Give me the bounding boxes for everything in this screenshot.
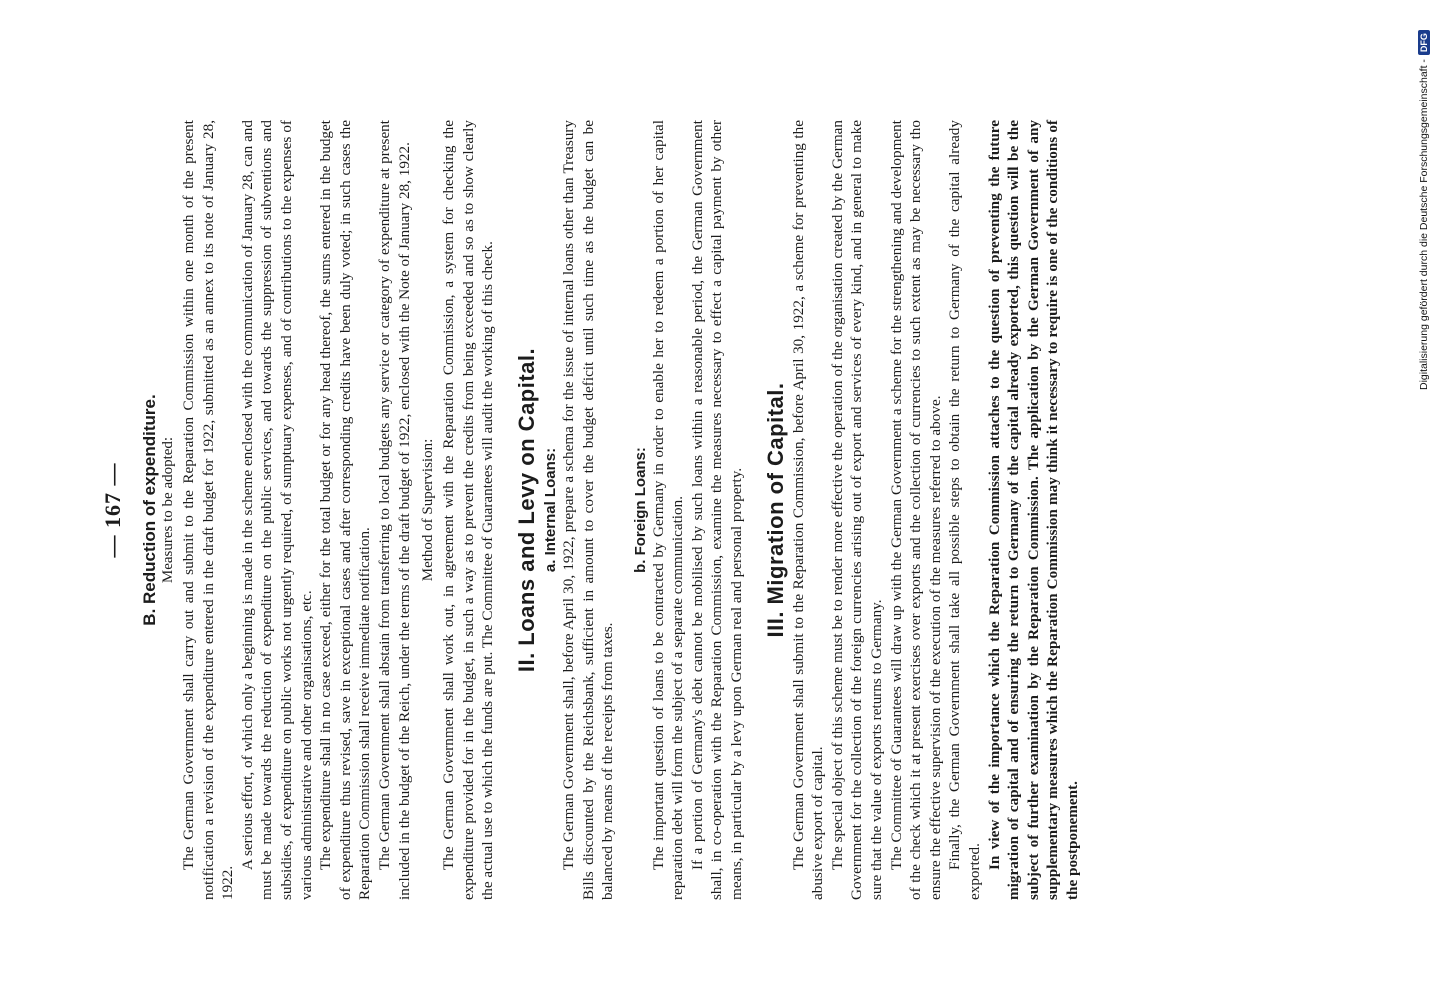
paragraph: The Committee of Guarantees will draw up with the German Government a scheme for the strengthening and development of the check which it at present exercises over exports and the collection of currencies to such extent as may be necessary tho ensure the effective supervision of the execution of the measures referred to above. <box>887 120 944 900</box>
digitization-watermark <box>1418 30 1430 390</box>
section-migration-of-capital <box>763 120 1083 900</box>
section-loans-and-levy <box>514 120 747 900</box>
paragraph: The German Government shall abstain from transferring to local budgets any service or category of expenditure at present included in the budget of the Reich, under the terms of the draft budget of 1922, enclosed with the Note of January 28, 1922. <box>375 120 413 900</box>
paragraph: The special object of this scheme must be to render more effective the operation of the organisation created by the German Government for the collection of the foreign currencies arising out of export and services of every kind, and in general to make sure that the value of exports returns to Germany. <box>828 120 886 900</box>
page-number: — 167 — <box>100 462 125 558</box>
dfg-logo-icon: DFG <box>1418 30 1430 55</box>
paragraph: Finally, the German Government shall take all possible steps to obtain the return to Germany of the capital already exported. <box>946 120 983 900</box>
supervision-title: Method of Supervision: <box>420 438 437 582</box>
paragraph: In view of the importance which the Reparation Commission attaches to the question of preventing the future migration of capital and of ensuring the return to Germany of the capital already exported, this question will be the subject of further examination by the Reparation Commission. The application by the German Government of any supplementary measures which the Reparation Commission may think it necessary to require is one of the conditions of the postponement. <box>985 120 1081 900</box>
paragraph: The expenditure shall in no case exceed, either for the total budget or for any head thereof, the sums entered in the budget of expenditure thus revised, save in exceptional cases and after corresponding credits have been duly voted; in such cases the Reparation Commission shall receive immediate notification. <box>317 120 374 900</box>
section-b-subtitle: Measures to be adopted: <box>160 436 176 584</box>
paragraph: A serious effort, of which only a beginning is made in the scheme enclosed with the communication of January 28, can and must be made towards the reduction of expenditure on the public services, and towards the suppression of subventions and subsidies, of expenditure on public works not urgently required, of sumptuary expenses, and of contributions to the expenses of various administrative and other organisations, etc. <box>238 120 315 900</box>
paragraph: The German Government shall submit to the Reparation Commission, before April 30, 1922, a scheme for preventing the abusive export of capital. <box>789 120 827 900</box>
section-ii-title: II. Loans and Levy on Capital. <box>513 347 539 673</box>
paragraph: The important question of loans to be contracted by Germany in order to enable her to redeem a portion of her capital reparation debt will form the subject of a separate communication. <box>649 120 687 900</box>
paragraph: The German Government shall work out, in agreement with the Reparation Commission, a system for checking the expenditure provided for in the budget, in such a way as to prevent the credits from being exceeded and so as to show clearly the actual use to which the funds are put. The Committee of Guarantees will audit the working of this check. <box>440 120 497 900</box>
paragraph: If a portion of Germany's debt cannot be mobilised by such loans within a reasonable period, the German Government shall, in co-operation with the Reparation Commission, examine the measures necessary to effect a capital payment by other means, in particular by a levy upon German real and personal property. <box>688 120 746 900</box>
internal-loans-title: a. Internal Loans: <box>541 447 559 573</box>
section-iii-title: III. Migration of Capital. <box>762 382 788 638</box>
section-reduction-of-expenditure <box>140 120 498 900</box>
foreign-loans-title: b. Foreign Loans: <box>631 447 649 573</box>
watermark-text: Digitalisierung gefördert durch die Deutsche Forschungsgemeinschaft - <box>1418 59 1430 390</box>
paragraph: The German Government shall, before April 30, 1922, prepare a schema for the issue of internal loans other than Treasury Bills discounted by the Reichsbank, sufficient in amount to cover the budget deficit until such time as the budget can be balanced by means of the receipts from taxes. <box>559 120 617 900</box>
section-b-title: B. Reduction of expenditure. <box>140 394 159 626</box>
document-page <box>100 120 1340 900</box>
paragraph: The German Government shall carry out and submit to the Reparation Commission within one month of the present notification a revision of the expenditure entered in the draft budget for 1922, submitted as an annex to its note of January 28, 1922. <box>180 120 237 900</box>
